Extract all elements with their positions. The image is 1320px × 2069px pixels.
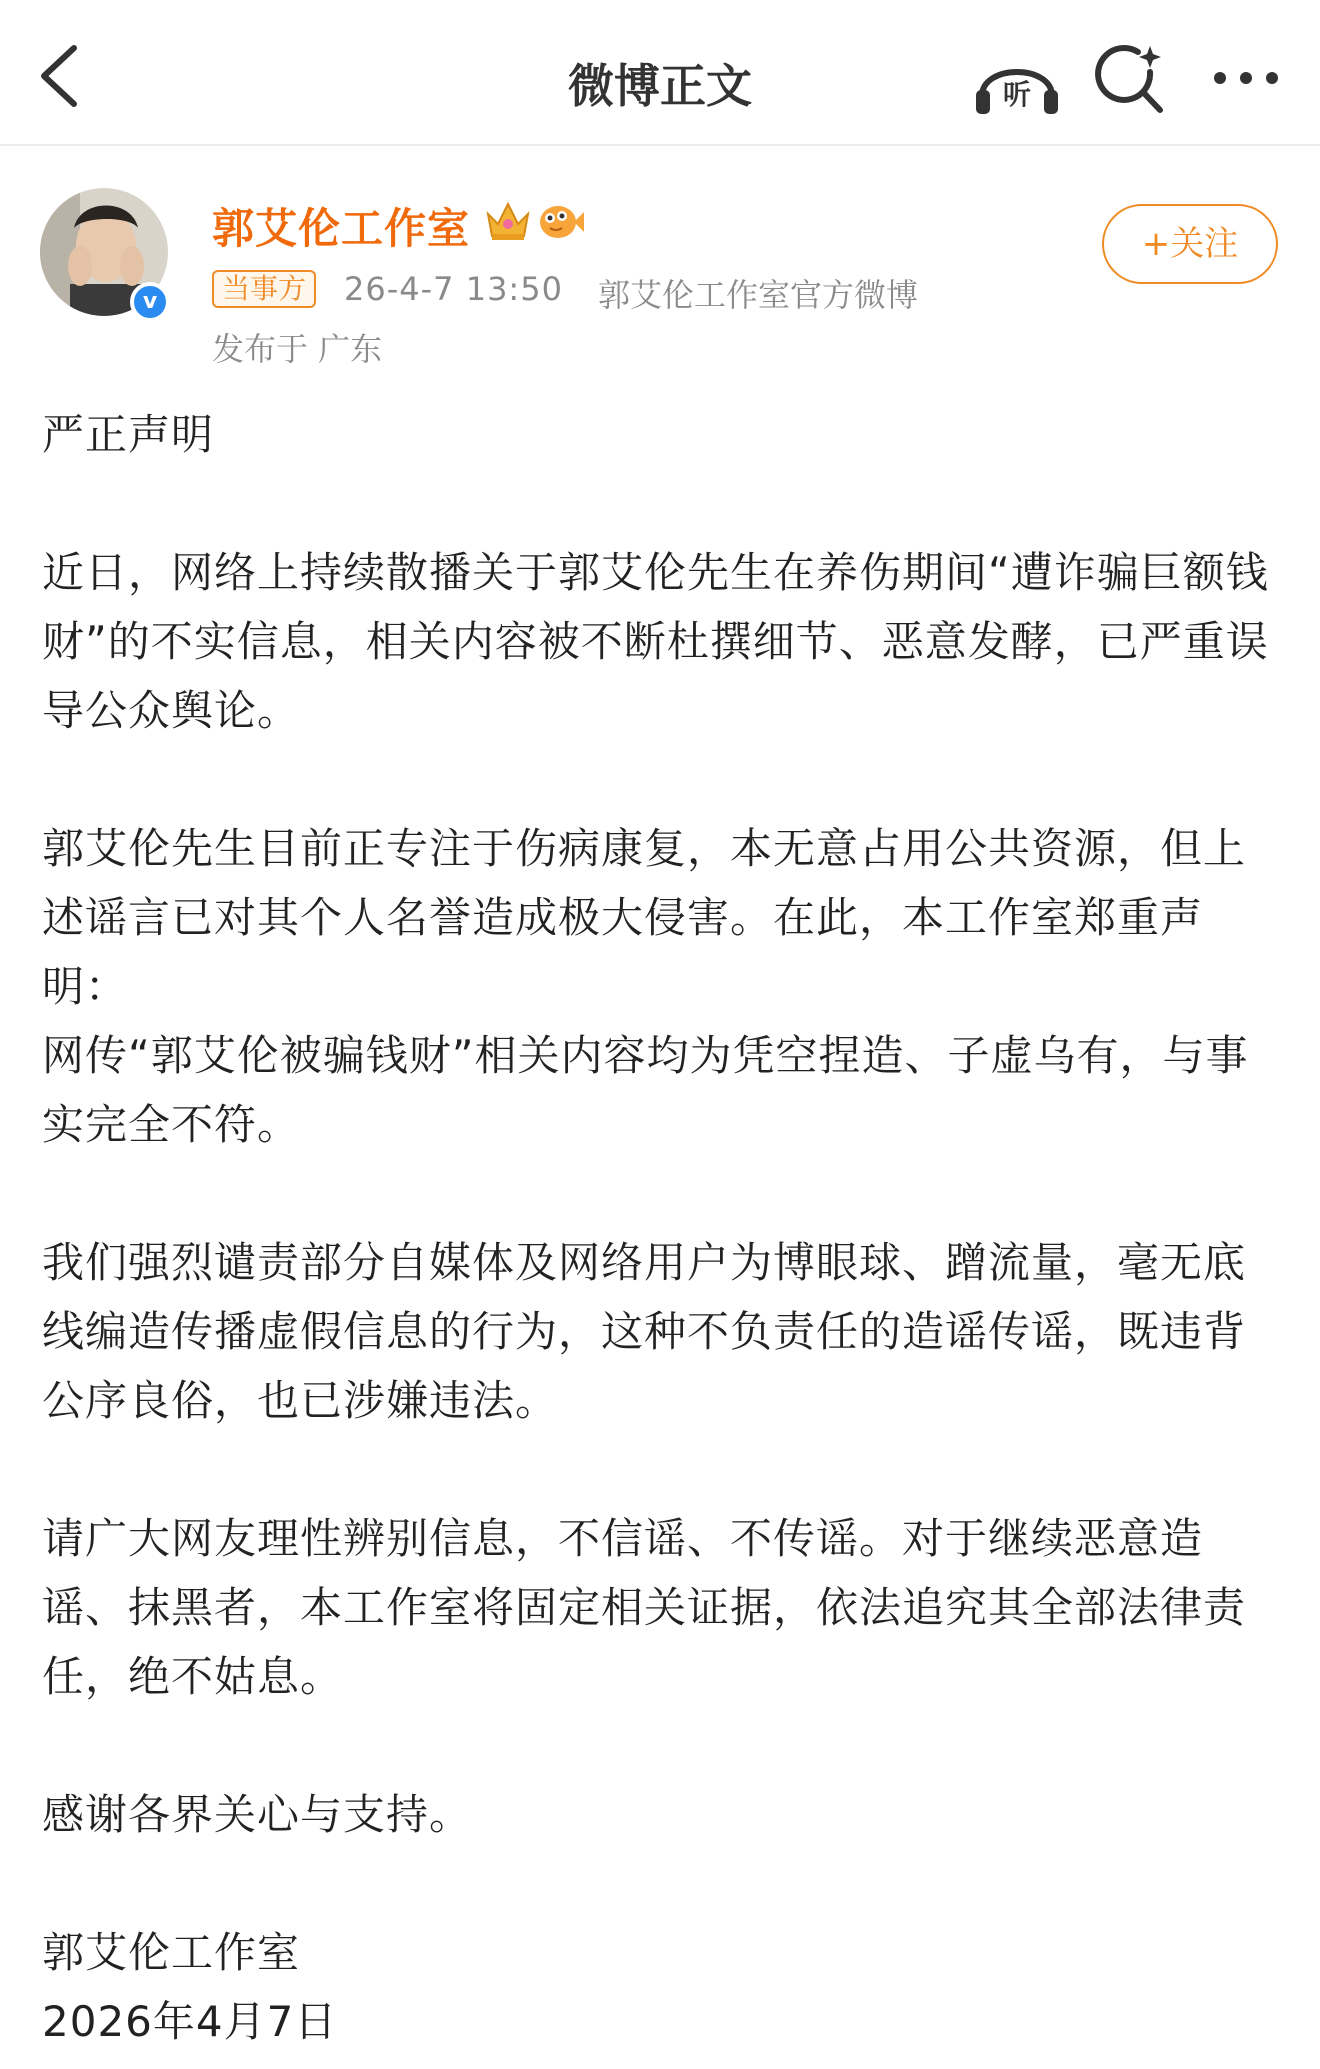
party-tag[interactable]: 当事方 [212, 270, 316, 308]
follow-button[interactable]: +关注 [1102, 204, 1278, 284]
post-body [42, 400, 1282, 2056]
post-paragraph: 近日，网络上持续散播关于郭艾伦先生在养伤期间“遭诈骗巨额钱财”的不实信息，相关内容被不断杜撰细节、恶意发酵，已严重误导公众舆论。 [42, 548, 1269, 735]
post-paragraph: 网传“郭艾伦被骗钱财”相关内容均为凭空捏造、子虚乌有，与事实完全不符。 [42, 1031, 1249, 1149]
listen-label: 听 [1002, 78, 1032, 111]
author-header [0, 146, 1320, 376]
page-title: 微博正文 [568, 59, 752, 113]
post-location: 发布于 广东 [212, 330, 383, 368]
post-signature: 郭艾伦工作室 [42, 1928, 301, 1977]
post-paragraph: 请广大网友理性辨别信息，不信谣、不传谣。对于继续恶意造谣、抹黑者，本工作室将固定相关证据，依法追究其全部法律责任，绝不姑息。 [42, 1514, 1247, 1701]
listen-icon[interactable] [972, 46, 1062, 118]
search-icon[interactable] [1094, 42, 1170, 118]
crown-icon [484, 198, 532, 244]
post-paragraph: 我们强烈谴责部分自媒体及网络用户为博眼球、蹭流量，毫无底线编造传播虚假信息的行为，这种不负责任的造谣传谣，既违背公序良俗，也已涉嫌违法。 [42, 1238, 1247, 1425]
verified-badge-icon: v [130, 282, 170, 322]
top-nav-bar [0, 0, 1320, 146]
post-date: 2026年4月7日 [42, 1997, 338, 2046]
post-time: 26-4-7 13:50 [344, 270, 563, 308]
author-name[interactable]: 郭艾伦工作室 [212, 204, 471, 253]
post-paragraph: 感谢各界关心与支持。 [42, 1790, 473, 1839]
post-heading: 严正声明 [42, 410, 215, 459]
post-paragraph: 郭艾伦先生目前正专注于伤病康复，本无意占用公共资源，但上述谣言已对其个人名誉造成极大侵害。在此，本工作室郑重声明： [42, 824, 1247, 1011]
post-source: 郭艾伦工作室官方微博 [598, 276, 919, 314]
fish-badge-icon [536, 196, 586, 244]
more-options-icon[interactable] [1206, 48, 1286, 108]
